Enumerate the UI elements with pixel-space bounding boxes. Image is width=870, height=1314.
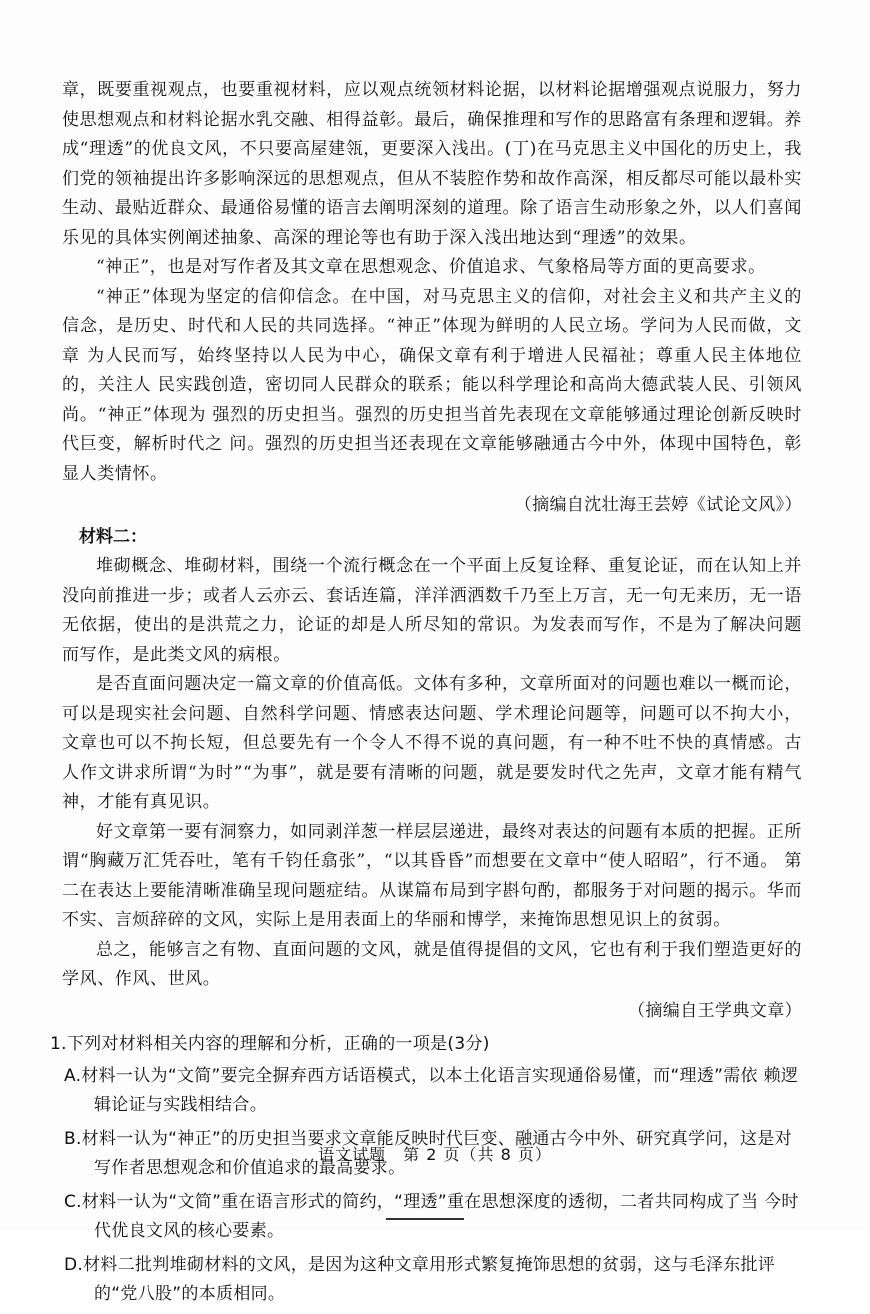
material2-paragraph-2: 是否直面问题决定一篇文章的价值高低。文体有多种，文章所面对的问题也难以一概而论，可以是现实社会问题、自然科学问题、情感表达问题、学术理论问题等，问题可以不拘大小， 文章也可以不拘长短，但总要先有一个令人不得不说的真问题，有一种不吐不快的真情感。古 人作文讲求所谓“为时”“为事”，就是要有清晰的问题，就是要发时代之先声，文章才能有精气 神，才能有真见识。: [62, 674, 802, 812]
bottom-divider: [386, 1218, 464, 1220]
question-1-option-b: B.材料一认为“神正”的历史担当要求文章能反映时代巨变、融通古今中外、研究真学问，这是对写作者思想观念和价值追求的最高要求。: [64, 1128, 792, 1178]
question-1-stem: 1.下列对材料相关内容的理解和分析，正确的一项是(3分): [50, 1034, 490, 1054]
material2-paragraph-4: 总之，能够言之有物、直面问题的文风，就是值得提倡的文风，它也有利于我们塑造更好的 学风、作风、世风。: [62, 939, 802, 989]
page-footer: 语文试题 第 2 页（共 8 页）: [318, 1145, 552, 1164]
material2-paragraph-1: 堆砌概念、堆砌材料，围绕一个流行概念在一个平面上反复诠释、重复论证，而在认知上并 没向前推进一步；或者人云亦云、套话连篇，洋洋洒洒数千乃至上万言，无一句无来历，无一语 无依据，使出的是洪荒之力，论证的却是人所尽知的常识。为发表而写作，不是为了解决问题 而写作，是此类文风的病根。: [62, 556, 802, 665]
question-1-option-c: C.材料一认为“文简”重在语言形式的简约，“理透”重在思想深度的透彻，二者共同构成了当 今时代优良文风的核心要素。: [64, 1191, 799, 1241]
question-1: [50, 1030, 802, 1310]
material1-paragraph-3: “神正”体现为坚定的信仰信念。在中国，对马克思主义的信仰，对社会主义和共产主义的 信念，是历史、时代和人民的共同选择。“神正”体现为鲜明的人民立场。学问为人民而做，文章 为人民而写，始终坚持以人民为中心，确保文章有利于增进人民福祉；尊重人民主体地位的，关注人 民实践创造，密切同人民群众的联系；能以科学理论和高尚大德武装人民、引领风尚。“神正”体现为 强烈的历史担当。强烈的历史担当首先表现在文章能够通过理论创新反映时代巨变，解析时代之 问。强烈的历史担当还表现在文章能够融通古今中外，体现中国特色，彰显人类情怀。: [62, 286, 802, 484]
material2-source: （摘编自王学典文章）: [628, 1000, 802, 1021]
material2-heading: 材料二：: [79, 526, 147, 547]
question-1-option-d: D.材料二批判堆砌材料的文风，是因为这种文章用形式繁复掩饰思想的贫弱，这与毛泽东批评的“党八股”的本质相同。: [64, 1254, 776, 1304]
material1-paragraph-1: 章，既要重视观点，也要重视材料，应以观点统领材料论据，以材料论据增强观点说服力，努力 使思想观点和材料论据水乳交融、相得益彰。最后，确保推理和写作的思路富有条理和逻辑。养成“理透”的优良文风，不只要高屋建瓴，更要深入浅出。(丁)在马克思主义中国化的历史上，我们党的领袖提出许多影响深远的思想观点，但从不装腔作势和故作高深，相反都尽可能以最朴实生动、最贴近群众、最通俗易懂的语言去阐明深刻的道理。除了语言生动形象之外，以人们喜闻乐见的具体实例阐述抽象、高深的理论等也有助于深入浅出地达到“理透”的效果。: [62, 80, 802, 248]
material1-source: （摘编自沈壮海王芸婷《试论文风》）: [514, 495, 802, 515]
page-content: [50, 76, 802, 1314]
material2-paragraph-3: 好文章第一要有洞察力，如同剥洋葱一样层层递进，最终对表达的问题有本质的把握。正所谓“胸藏万汇凭吞吐，笔有千钧任翕张”，“以其昏昏”而想要在文章中“使人昭昭”，行不通。 第二在表达上要能清晰准确呈现问题症结。从谋篇布局到字斟句酌，都服务于对问题的揭示。华而不实、言烦辞碎的文风，实际上是用表面上的华丽和博学，来掩饰思想见识上的贫弱。: [62, 821, 802, 930]
material1-paragraph-2: “神正”，也是对写作者及其文章在思想观念、价值追求、气象格局等方面的更高要求。: [96, 257, 766, 277]
question-1-option-a: A.材料一认为“文简”要完全摒弃西方话语模式，以本土化语言实现通俗易懂，而“理透”需依 赖逻辑论证与实践相结合。: [64, 1065, 799, 1115]
